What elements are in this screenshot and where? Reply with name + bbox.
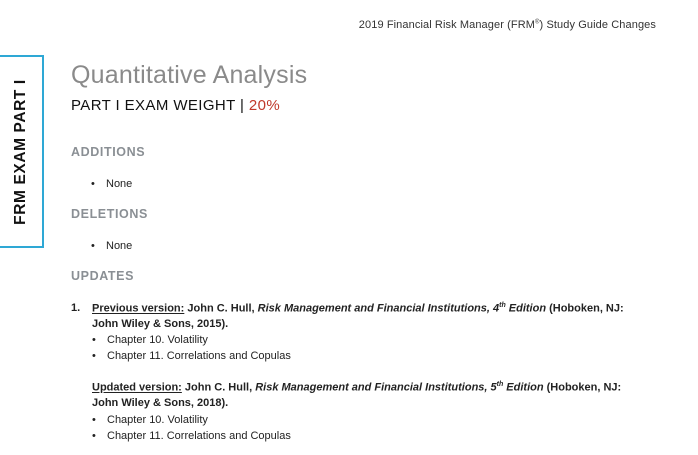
previous-version-citation: Previous version: John C. Hull, Risk Management and Financial Institutions, 4th Edition (Hoboken, NJ: (92, 302, 624, 315)
previous-chapter-item: • Chapter 11. Correlations and Copulas (92, 350, 291, 362)
updates-heading: UPDATES (71, 269, 135, 283)
previous-version-publisher: John Wiley & Sons, 2015). (92, 318, 229, 330)
document-header-title: 2019 Financial Risk Manager (FRM®) Study Guide Changes (358, 19, 656, 31)
exam-weight-label: PART I EXAM WEIGHT | (71, 97, 249, 114)
updated-chapter-item: • Chapter 11. Correlations and Copulas (92, 430, 291, 442)
additions-item: • None (91, 178, 133, 190)
deletions-item: • None (91, 240, 133, 252)
updated-version-citation: Updated version: John C. Hull, Risk Management and Financial Institutions, 5th Edition (Hoboken, NJ: (92, 381, 622, 394)
exam-weight-value: 20% (248, 97, 281, 114)
update-number: 1. (71, 302, 81, 314)
side-tab (0, 55, 44, 248)
exam-weight (71, 97, 280, 114)
additions-heading: ADDITIONS (71, 145, 146, 159)
page-title: Quantitative Analysis (71, 61, 308, 89)
side-tab-label: FRM EXAM PART I (12, 78, 29, 225)
deletions-heading: DELETIONS (71, 207, 148, 221)
updated-version-publisher: John Wiley & Sons, 2018). (92, 397, 229, 409)
updated-chapter-item: • Chapter 10. Volatility (92, 414, 208, 426)
previous-chapter-item: • Chapter 10. Volatility (92, 334, 208, 346)
